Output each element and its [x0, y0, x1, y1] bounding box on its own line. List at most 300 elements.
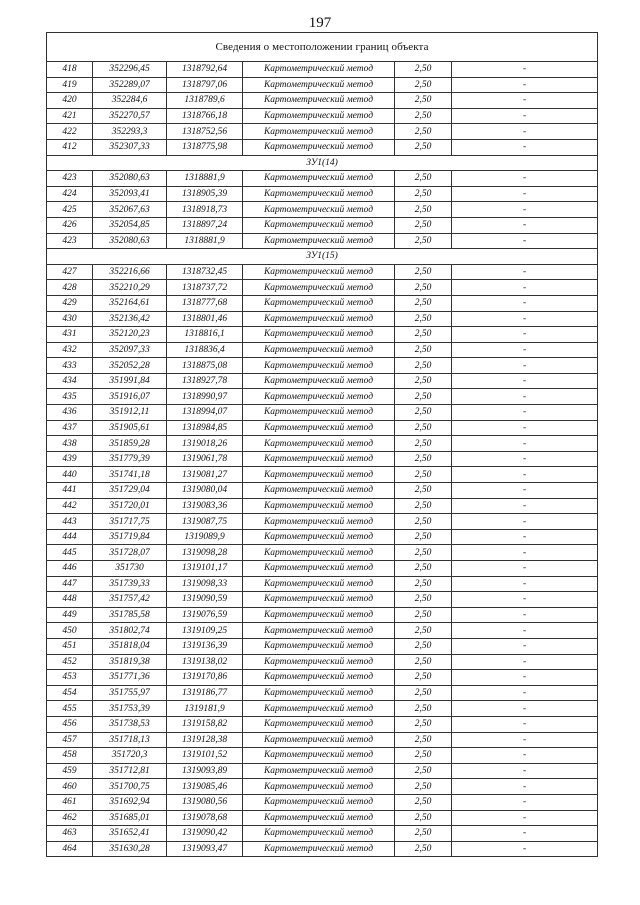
point-number-cell: 459 [47, 763, 93, 779]
accuracy-cell: 2,50 [395, 436, 452, 452]
description-cell: - [452, 93, 598, 109]
table-row [47, 358, 598, 374]
y-coordinate-cell: 1319090,42 [167, 826, 243, 842]
point-number-cell: 456 [47, 716, 93, 732]
table-row [47, 108, 598, 124]
boundary-coordinates-table [46, 32, 598, 857]
table-row [47, 233, 598, 249]
table-row [47, 779, 598, 795]
point-number-cell: 439 [47, 451, 93, 467]
y-coordinate-cell: 1318816,1 [167, 327, 243, 343]
table-row [47, 654, 598, 670]
table-row [47, 623, 598, 639]
point-number-cell: 440 [47, 467, 93, 483]
y-coordinate-cell: 1318732,45 [167, 264, 243, 280]
point-number-cell: 432 [47, 342, 93, 358]
description-cell: - [452, 217, 598, 233]
table-row [47, 592, 598, 608]
accuracy-cell: 2,50 [395, 373, 452, 389]
method-cell: Картометрический метод [243, 826, 395, 842]
y-coordinate-cell: 1319186,77 [167, 685, 243, 701]
y-coordinate-cell: 1319089,9 [167, 529, 243, 545]
y-coordinate-cell: 1319081,27 [167, 467, 243, 483]
table-row [47, 670, 598, 686]
method-cell: Картометрический метод [243, 280, 395, 296]
description-cell: - [452, 654, 598, 670]
accuracy-cell: 2,50 [395, 763, 452, 779]
x-coordinate-cell: 351785,58 [93, 607, 167, 623]
table-row [47, 529, 598, 545]
y-coordinate-cell: 1318905,39 [167, 186, 243, 202]
table-row [47, 701, 598, 717]
accuracy-cell: 2,50 [395, 451, 452, 467]
y-coordinate-cell: 1319090,59 [167, 592, 243, 608]
point-number-cell: 429 [47, 295, 93, 311]
table-row [47, 373, 598, 389]
y-coordinate-cell: 1318875,08 [167, 358, 243, 374]
y-coordinate-cell: 1318881,9 [167, 171, 243, 187]
point-number-cell: 462 [47, 810, 93, 826]
accuracy-cell: 2,50 [395, 483, 452, 499]
point-number-cell: 455 [47, 701, 93, 717]
method-cell: Картометрический метод [243, 108, 395, 124]
table-row [47, 93, 598, 109]
point-number-cell: 450 [47, 623, 93, 639]
point-number-cell: 449 [47, 607, 93, 623]
x-coordinate-cell: 351652,41 [93, 826, 167, 842]
description-cell: - [452, 638, 598, 654]
y-coordinate-cell: 1319128,38 [167, 732, 243, 748]
y-coordinate-cell: 1318990,97 [167, 389, 243, 405]
point-number-cell: 418 [47, 62, 93, 78]
y-coordinate-cell: 1319136,39 [167, 638, 243, 654]
table-title-row [47, 33, 598, 62]
y-coordinate-cell: 1318737,72 [167, 280, 243, 296]
accuracy-cell: 2,50 [395, 779, 452, 795]
description-cell: - [452, 748, 598, 764]
method-cell: Картометрический метод [243, 420, 395, 436]
x-coordinate-cell: 351753,39 [93, 701, 167, 717]
table-row [47, 514, 598, 530]
x-coordinate-cell: 352067,63 [93, 202, 167, 218]
description-cell: - [452, 171, 598, 187]
method-cell: Картометрический метод [243, 545, 395, 561]
description-cell: - [452, 420, 598, 436]
y-coordinate-cell: 1318927,78 [167, 373, 243, 389]
point-number-cell: 434 [47, 373, 93, 389]
method-cell: Картометрический метод [243, 124, 395, 140]
x-coordinate-cell: 351739,33 [93, 576, 167, 592]
table-row [47, 202, 598, 218]
point-number-cell: 433 [47, 358, 93, 374]
table-row [47, 420, 598, 436]
method-cell: Картометрический метод [243, 841, 395, 857]
accuracy-cell: 2,50 [395, 202, 452, 218]
description-cell: - [452, 373, 598, 389]
table-row [47, 171, 598, 187]
point-number-cell: 426 [47, 217, 93, 233]
method-cell: Картометрический метод [243, 810, 395, 826]
y-coordinate-cell: 1318775,98 [167, 139, 243, 155]
accuracy-cell: 2,50 [395, 654, 452, 670]
y-coordinate-cell: 1319170,86 [167, 670, 243, 686]
method-cell: Картометрический метод [243, 467, 395, 483]
point-number-cell: 454 [47, 685, 93, 701]
point-number-cell: 452 [47, 654, 93, 670]
method-cell: Картометрический метод [243, 373, 395, 389]
method-cell: Картометрический метод [243, 748, 395, 764]
table-row [47, 295, 598, 311]
accuracy-cell: 2,50 [395, 670, 452, 686]
method-cell: Картометрический метод [243, 638, 395, 654]
description-cell: - [452, 545, 598, 561]
description-cell: - [452, 701, 598, 717]
description-cell: - [452, 233, 598, 249]
point-number-cell: 448 [47, 592, 93, 608]
method-cell: Картометрический метод [243, 436, 395, 452]
table-row [47, 342, 598, 358]
table-row [47, 638, 598, 654]
description-cell: - [452, 202, 598, 218]
table-row [47, 685, 598, 701]
x-coordinate-cell: 352093,41 [93, 186, 167, 202]
x-coordinate-cell: 351720,3 [93, 748, 167, 764]
table-row [47, 77, 598, 93]
description-cell: - [452, 436, 598, 452]
accuracy-cell: 2,50 [395, 108, 452, 124]
table-row [47, 810, 598, 826]
method-cell: Картометрический метод [243, 498, 395, 514]
description-cell: - [452, 716, 598, 732]
x-coordinate-cell: 351905,61 [93, 420, 167, 436]
point-number-cell: 412 [47, 139, 93, 155]
x-coordinate-cell: 352210,29 [93, 280, 167, 296]
point-number-cell: 425 [47, 202, 93, 218]
x-coordinate-cell: 352284,6 [93, 93, 167, 109]
method-cell: Картометрический метод [243, 701, 395, 717]
description-cell: - [452, 186, 598, 202]
y-coordinate-cell: 1318897,24 [167, 217, 243, 233]
x-coordinate-cell: 351779,39 [93, 451, 167, 467]
point-number-cell: 442 [47, 498, 93, 514]
point-number-cell: 423 [47, 171, 93, 187]
x-coordinate-cell: 352136,42 [93, 311, 167, 327]
description-cell: - [452, 763, 598, 779]
description-cell: - [452, 826, 598, 842]
method-cell: Картометрический метод [243, 389, 395, 405]
point-number-cell: 422 [47, 124, 93, 140]
point-number-cell: 458 [47, 748, 93, 764]
method-cell: Картометрический метод [243, 483, 395, 499]
accuracy-cell: 2,50 [395, 592, 452, 608]
table-row [47, 498, 598, 514]
table-row [47, 186, 598, 202]
accuracy-cell: 2,50 [395, 748, 452, 764]
x-coordinate-cell: 351755,97 [93, 685, 167, 701]
point-number-cell: 443 [47, 514, 93, 530]
y-coordinate-cell: 1319080,04 [167, 483, 243, 499]
x-coordinate-cell: 351728,07 [93, 545, 167, 561]
description-cell: - [452, 139, 598, 155]
page-number: 197 [308, 15, 332, 31]
description-cell: - [452, 342, 598, 358]
table-title: Сведения о местоположении границ объекта [47, 33, 598, 62]
accuracy-cell: 2,50 [395, 529, 452, 545]
x-coordinate-cell: 352164,61 [93, 295, 167, 311]
x-coordinate-cell: 352293,3 [93, 124, 167, 140]
x-coordinate-cell: 352120,23 [93, 327, 167, 343]
y-coordinate-cell: 1318801,46 [167, 311, 243, 327]
section-row [47, 249, 598, 265]
description-cell: - [452, 124, 598, 140]
accuracy-cell: 2,50 [395, 716, 452, 732]
accuracy-cell: 2,50 [395, 701, 452, 717]
table-row [47, 405, 598, 421]
x-coordinate-cell: 352054,85 [93, 217, 167, 233]
point-number-cell: 419 [47, 77, 93, 93]
method-cell: Картометрический метод [243, 685, 395, 701]
method-cell: Картометрический метод [243, 139, 395, 155]
y-coordinate-cell: 1319158,82 [167, 716, 243, 732]
point-number-cell: 436 [47, 405, 93, 421]
x-coordinate-cell: 352270,57 [93, 108, 167, 124]
table-row [47, 716, 598, 732]
description-cell: - [452, 576, 598, 592]
accuracy-cell: 2,50 [395, 233, 452, 249]
accuracy-cell: 2,50 [395, 93, 452, 109]
y-coordinate-cell: 1318789,6 [167, 93, 243, 109]
accuracy-cell: 2,50 [395, 467, 452, 483]
accuracy-cell: 2,50 [395, 514, 452, 530]
description-cell: - [452, 108, 598, 124]
x-coordinate-cell: 351717,75 [93, 514, 167, 530]
y-coordinate-cell: 1318994,07 [167, 405, 243, 421]
description-cell: - [452, 280, 598, 296]
y-coordinate-cell: 1319076,59 [167, 607, 243, 623]
x-coordinate-cell: 351991,84 [93, 373, 167, 389]
accuracy-cell: 2,50 [395, 841, 452, 857]
x-coordinate-cell: 351802,74 [93, 623, 167, 639]
accuracy-cell: 2,50 [395, 405, 452, 421]
accuracy-cell: 2,50 [395, 280, 452, 296]
accuracy-cell: 2,50 [395, 607, 452, 623]
y-coordinate-cell: 1319098,28 [167, 545, 243, 561]
x-coordinate-cell: 351757,42 [93, 592, 167, 608]
accuracy-cell: 2,50 [395, 389, 452, 405]
method-cell: Картометрический метод [243, 405, 395, 421]
x-coordinate-cell: 352052,28 [93, 358, 167, 374]
accuracy-cell: 2,50 [395, 826, 452, 842]
description-cell: - [452, 779, 598, 795]
x-coordinate-cell: 351719,84 [93, 529, 167, 545]
point-number-cell: 457 [47, 732, 93, 748]
point-number-cell: 430 [47, 311, 93, 327]
table-body [47, 33, 598, 857]
accuracy-cell: 2,50 [395, 545, 452, 561]
description-cell: - [452, 607, 598, 623]
y-coordinate-cell: 1319083,36 [167, 498, 243, 514]
description-cell: - [452, 592, 598, 608]
point-number-cell: 421 [47, 108, 93, 124]
description-cell: - [452, 77, 598, 93]
table-row [47, 389, 598, 405]
accuracy-cell: 2,50 [395, 139, 452, 155]
point-number-cell: 431 [47, 327, 93, 343]
accuracy-cell: 2,50 [395, 498, 452, 514]
y-coordinate-cell: 1319085,46 [167, 779, 243, 795]
accuracy-cell: 2,50 [395, 420, 452, 436]
method-cell: Картометрический метод [243, 514, 395, 530]
x-coordinate-cell: 351818,04 [93, 638, 167, 654]
description-cell: - [452, 62, 598, 78]
accuracy-cell: 2,50 [395, 327, 452, 343]
accuracy-cell: 2,50 [395, 264, 452, 280]
table-row [47, 826, 598, 842]
y-coordinate-cell: 1319181,9 [167, 701, 243, 717]
y-coordinate-cell: 1319109,25 [167, 623, 243, 639]
method-cell: Картометрический метод [243, 62, 395, 78]
point-number-cell: 464 [47, 841, 93, 857]
method-cell: Картометрический метод [243, 358, 395, 374]
method-cell: Картометрический метод [243, 779, 395, 795]
x-coordinate-cell: 351630,28 [93, 841, 167, 857]
y-coordinate-cell: 1319061,78 [167, 451, 243, 467]
table-row [47, 561, 598, 577]
x-coordinate-cell: 351859,28 [93, 436, 167, 452]
accuracy-cell: 2,50 [395, 171, 452, 187]
table-row [47, 327, 598, 343]
table-row [47, 732, 598, 748]
method-cell: Картометрический метод [243, 233, 395, 249]
y-coordinate-cell: 1319093,89 [167, 763, 243, 779]
y-coordinate-cell: 1318881,9 [167, 233, 243, 249]
x-coordinate-cell: 351720,01 [93, 498, 167, 514]
description-cell: - [452, 295, 598, 311]
table-row [47, 794, 598, 810]
description-cell: - [452, 623, 598, 639]
x-coordinate-cell: 351712,81 [93, 763, 167, 779]
y-coordinate-cell: 1318918,73 [167, 202, 243, 218]
point-number-cell: 445 [47, 545, 93, 561]
x-coordinate-cell: 351730 [93, 561, 167, 577]
accuracy-cell: 2,50 [395, 561, 452, 577]
method-cell: Картометрический метод [243, 607, 395, 623]
method-cell: Картометрический метод [243, 171, 395, 187]
description-cell: - [452, 732, 598, 748]
description-cell: - [452, 327, 598, 343]
y-coordinate-cell: 1319101,17 [167, 561, 243, 577]
y-coordinate-cell: 1318984,85 [167, 420, 243, 436]
y-coordinate-cell: 1319080,56 [167, 794, 243, 810]
x-coordinate-cell: 351912,11 [93, 405, 167, 421]
accuracy-cell: 2,50 [395, 794, 452, 810]
x-coordinate-cell: 351700,75 [93, 779, 167, 795]
y-coordinate-cell: 1318836,4 [167, 342, 243, 358]
table-row [47, 841, 598, 857]
method-cell: Картометрический метод [243, 451, 395, 467]
description-cell: - [452, 389, 598, 405]
description-cell: - [452, 405, 598, 421]
x-coordinate-cell: 352307,33 [93, 139, 167, 155]
accuracy-cell: 2,50 [395, 342, 452, 358]
table-row [47, 124, 598, 140]
description-cell: - [452, 451, 598, 467]
x-coordinate-cell: 351741,18 [93, 467, 167, 483]
accuracy-cell: 2,50 [395, 576, 452, 592]
point-number-cell: 463 [47, 826, 93, 842]
point-number-cell: 444 [47, 529, 93, 545]
method-cell: Картометрический метод [243, 576, 395, 592]
x-coordinate-cell: 352080,63 [93, 171, 167, 187]
table-row [47, 545, 598, 561]
x-coordinate-cell: 351718,13 [93, 732, 167, 748]
y-coordinate-cell: 1319138,02 [167, 654, 243, 670]
accuracy-cell: 2,50 [395, 186, 452, 202]
y-coordinate-cell: 1319018,26 [167, 436, 243, 452]
y-coordinate-cell: 1318752,56 [167, 124, 243, 140]
point-number-cell: 427 [47, 264, 93, 280]
description-cell: - [452, 670, 598, 686]
point-number-cell: 461 [47, 794, 93, 810]
description-cell: - [452, 529, 598, 545]
accuracy-cell: 2,50 [395, 732, 452, 748]
table-row [47, 436, 598, 452]
description-cell: - [452, 467, 598, 483]
point-number-cell: 446 [47, 561, 93, 577]
accuracy-cell: 2,50 [395, 77, 452, 93]
y-coordinate-cell: 1319078,68 [167, 810, 243, 826]
point-number-cell: 423 [47, 233, 93, 249]
y-coordinate-cell: 1319093,47 [167, 841, 243, 857]
x-coordinate-cell: 351692,94 [93, 794, 167, 810]
method-cell: Картометрический метод [243, 654, 395, 670]
accuracy-cell: 2,50 [395, 358, 452, 374]
method-cell: Картометрический метод [243, 670, 395, 686]
table-row [47, 451, 598, 467]
section-label: ЗУ1(15) [47, 249, 598, 265]
point-number-cell: 441 [47, 483, 93, 499]
description-cell: - [452, 483, 598, 499]
table-row [47, 62, 598, 78]
y-coordinate-cell: 1319087,75 [167, 514, 243, 530]
description-cell: - [452, 498, 598, 514]
method-cell: Картометрический метод [243, 794, 395, 810]
table-row [47, 280, 598, 296]
method-cell: Картометрический метод [243, 623, 395, 639]
description-cell: - [452, 685, 598, 701]
section-row [47, 155, 598, 171]
method-cell: Картометрический метод [243, 732, 395, 748]
accuracy-cell: 2,50 [395, 295, 452, 311]
method-cell: Картометрический метод [243, 327, 395, 343]
point-number-cell: 453 [47, 670, 93, 686]
point-number-cell: 447 [47, 576, 93, 592]
method-cell: Картометрический метод [243, 295, 395, 311]
accuracy-cell: 2,50 [395, 685, 452, 701]
point-number-cell: 420 [47, 93, 93, 109]
accuracy-cell: 2,50 [395, 217, 452, 233]
table-row [47, 607, 598, 623]
table-row [47, 748, 598, 764]
y-coordinate-cell: 1318797,06 [167, 77, 243, 93]
method-cell: Картометрический метод [243, 186, 395, 202]
table-row [47, 264, 598, 280]
x-coordinate-cell: 352216,66 [93, 264, 167, 280]
point-number-cell: 451 [47, 638, 93, 654]
accuracy-cell: 2,50 [395, 62, 452, 78]
point-number-cell: 437 [47, 420, 93, 436]
x-coordinate-cell: 351819,38 [93, 654, 167, 670]
